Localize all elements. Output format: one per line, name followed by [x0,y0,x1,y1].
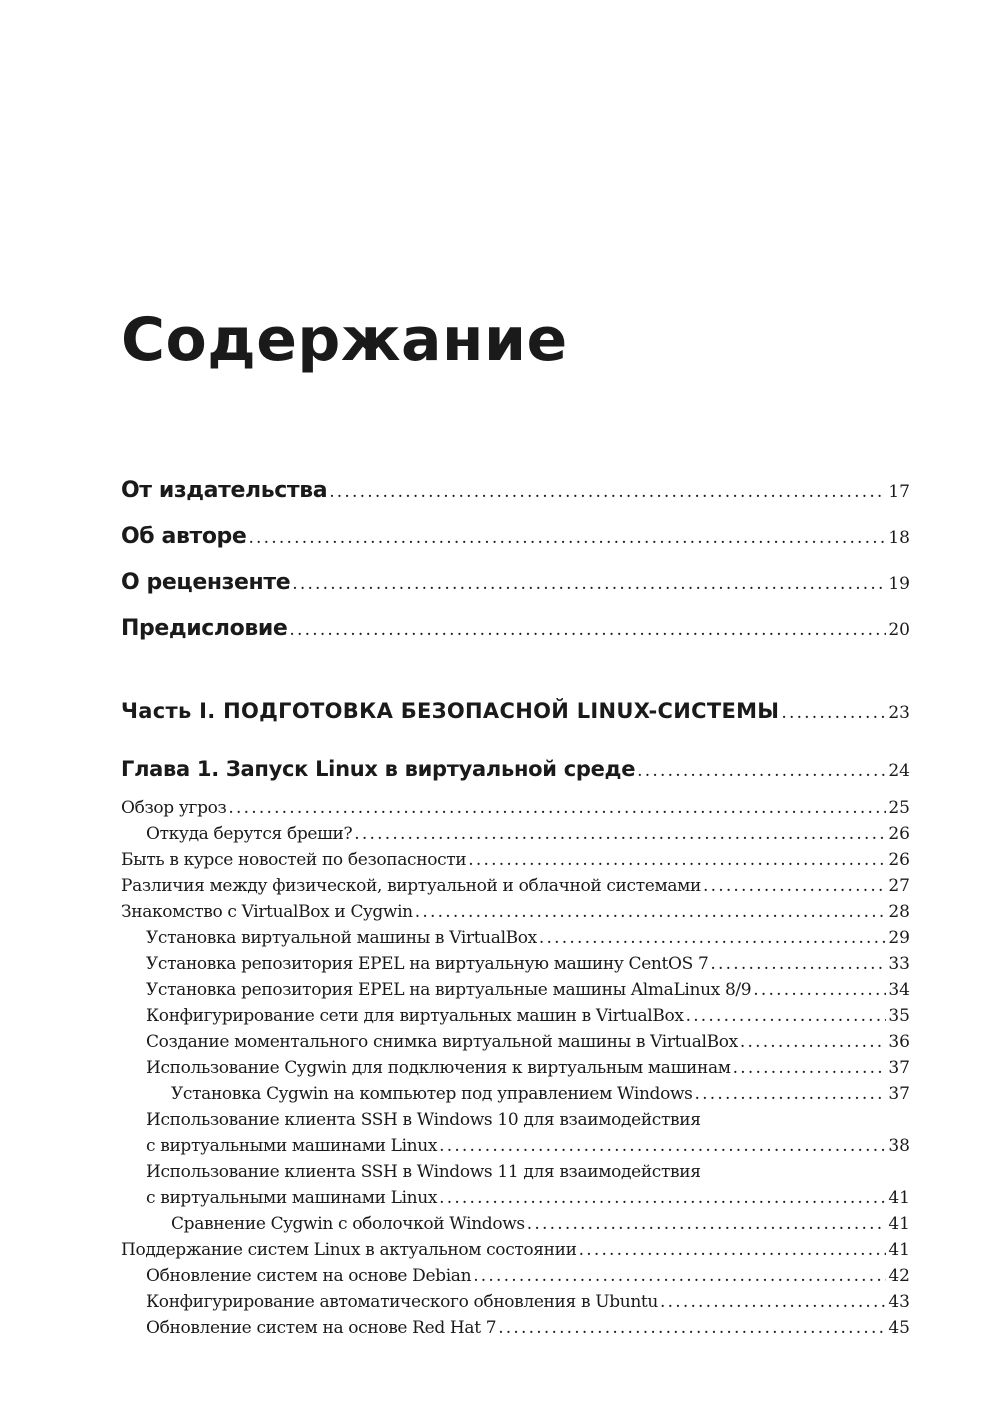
toc-page-number: 27 [888,876,910,896]
toc-entry-subsection[interactable] [146,928,910,948]
toc-entry-label: Обновление систем на основе Debian [146,1266,472,1286]
toc-entry-section[interactable] [121,798,910,818]
toc-page-number: 33 [888,954,910,974]
dot-leader [781,703,886,723]
dot-leader [637,761,886,781]
dot-leader [498,1318,886,1338]
toc-entry-subsection[interactable] [146,1032,910,1052]
toc-entry-subsection[interactable] [146,1266,910,1286]
toc-page-number: 26 [888,824,910,844]
toc-entry-subsection-line2[interactable] [146,1136,910,1156]
toc-page-number: 34 [888,980,910,1000]
toc-entry-label: Использование клиента SSH в Windows 11 для взаимодействия [146,1162,701,1182]
toc-page-number: 28 [888,902,910,922]
dot-leader [468,850,886,870]
toc-entry-subsection[interactable] [146,980,910,1000]
toc-entry-label: О рецензенте [121,570,291,595]
toc-entry-publisher[interactable] [121,478,910,503]
dot-leader [695,1084,887,1104]
toc-page-number: 41 [888,1214,910,1234]
toc-entry-section[interactable] [121,850,910,870]
toc-entry-label: Сравнение Cygwin с оболочкой Windows [171,1214,525,1234]
toc-entry-label: Установка репозитория EPEL на виртуальные машины AlmaLinux 8/9 [146,980,752,1000]
toc-part-label: Часть I. ПОДГОТОВКА БЕЗОПАСНОЙ LINUX-СИСТЕМЫ [121,699,780,723]
dot-leader [703,876,886,896]
dot-leader [733,1058,887,1078]
dot-leader [439,1136,886,1156]
toc-entry-label: Обзор угроз [121,798,227,818]
toc-entry-part-1[interactable] [121,699,910,723]
toc-page-number: 18 [888,528,910,548]
dot-leader [292,574,886,594]
toc-page-number: 17 [888,482,910,502]
toc-entry-subsubsection[interactable] [171,1214,910,1234]
toc-page-number: 41 [888,1188,910,1208]
dot-leader [539,928,886,948]
toc-entry-label: Обновление систем на основе Red Hat 7 [146,1318,497,1338]
dot-leader [686,1006,887,1026]
toc-entry-section[interactable] [121,876,910,896]
toc-entry-subsection-line1[interactable] [146,1162,910,1182]
toc-page-number: 24 [888,761,910,781]
toc-entry-label: Использование Cygwin для подключения к виртуальным машинам [146,1058,731,1078]
toc-page-number: 26 [888,850,910,870]
toc-entry-label: Установка репозитория EPEL на виртуальную машину CentOS 7 [146,954,709,974]
toc-page-number: 20 [888,620,910,640]
toc-page-number: 29 [888,928,910,948]
toc-chapter-label: Глава 1. Запуск Linux в виртуальной среде [121,757,636,781]
toc-entry-label: Использование клиента SSH в Windows 10 для взаимодействия [146,1110,701,1130]
dot-leader [579,1240,887,1260]
dot-leader [354,824,886,844]
dot-leader [740,1032,886,1052]
toc-entry-subsection-line1[interactable] [146,1110,910,1130]
toc-entry-label: Об авторе [121,524,247,549]
toc-entry-subsection[interactable] [146,1292,910,1312]
toc-page-number: 43 [888,1292,910,1312]
toc-entry-subsection[interactable] [146,824,910,844]
toc-entry-label: Конфигурирование сети для виртуальных машин в VirtualBox [146,1006,684,1026]
dot-leader [329,482,886,502]
toc-entry-section[interactable] [121,902,910,922]
toc-page-number: 38 [888,1136,910,1156]
toc-page-number: 23 [888,703,910,723]
toc-page-number: 37 [888,1084,910,1104]
toc-entry-label: Различия между физической, виртуальной и облачной системами [121,876,701,896]
toc-page-number: 42 [888,1266,910,1286]
toc-entry-subsection-line2[interactable] [146,1188,910,1208]
dot-leader [228,798,886,818]
toc-entry-label-continued: с виртуальными машинами Linux [146,1136,438,1156]
page-title: Содержание [121,305,568,375]
toc-entry-label: Конфигурирование автоматического обновления в Ubuntu [146,1292,659,1312]
toc-entry-subsection[interactable] [146,1318,910,1338]
dot-leader [660,1292,886,1312]
toc-entry-label: Предисловие [121,616,288,641]
toc-entry-preface[interactable] [121,616,910,641]
toc-entry-subsection[interactable] [146,1058,910,1078]
toc-entry-reviewer[interactable] [121,570,910,595]
toc-entry-section[interactable] [121,1240,910,1260]
toc-entry-label: Установка Cygwin на компьютер под управлением Windows [171,1084,693,1104]
dot-leader [710,954,886,974]
toc-entry-subsection[interactable] [146,1006,910,1026]
toc-entry-label: Установка виртуальной машины в VirtualBox [146,928,537,948]
toc-page-number: 45 [888,1318,910,1338]
toc-entry-label: Знакомство с VirtualBox и Cygwin [121,902,413,922]
toc-entry-chapter-1[interactable] [121,757,910,781]
toc-entry-subsection[interactable] [146,954,910,974]
toc-page-number: 35 [888,1006,910,1026]
dot-leader [753,980,886,1000]
dot-leader [289,620,886,640]
toc-entry-label: Создание моментального снимка виртуальной машины в VirtualBox [146,1032,738,1052]
toc-page-number: 19 [888,574,910,594]
toc-page-number: 36 [888,1032,910,1052]
toc-entry-label: Поддержание систем Linux в актуальном состоянии [121,1240,577,1260]
dot-leader [527,1214,887,1234]
toc-entry-label: Откуда берутся бреши? [146,824,353,844]
dot-leader [415,902,887,922]
toc-entry-author[interactable] [121,524,910,549]
toc-entry-label: Быть в курсе новостей по безопасности [121,850,467,870]
toc-entry-subsubsection[interactable] [171,1084,910,1104]
toc-page-number: 25 [888,798,910,818]
toc-entry-label: От издательства [121,478,328,503]
dot-leader [248,528,886,548]
toc-page-number: 37 [888,1058,910,1078]
dot-leader [439,1188,886,1208]
dot-leader [473,1266,886,1286]
toc-entry-label-continued: с виртуальными машинами Linux [146,1188,438,1208]
toc-page-number: 41 [888,1240,910,1260]
